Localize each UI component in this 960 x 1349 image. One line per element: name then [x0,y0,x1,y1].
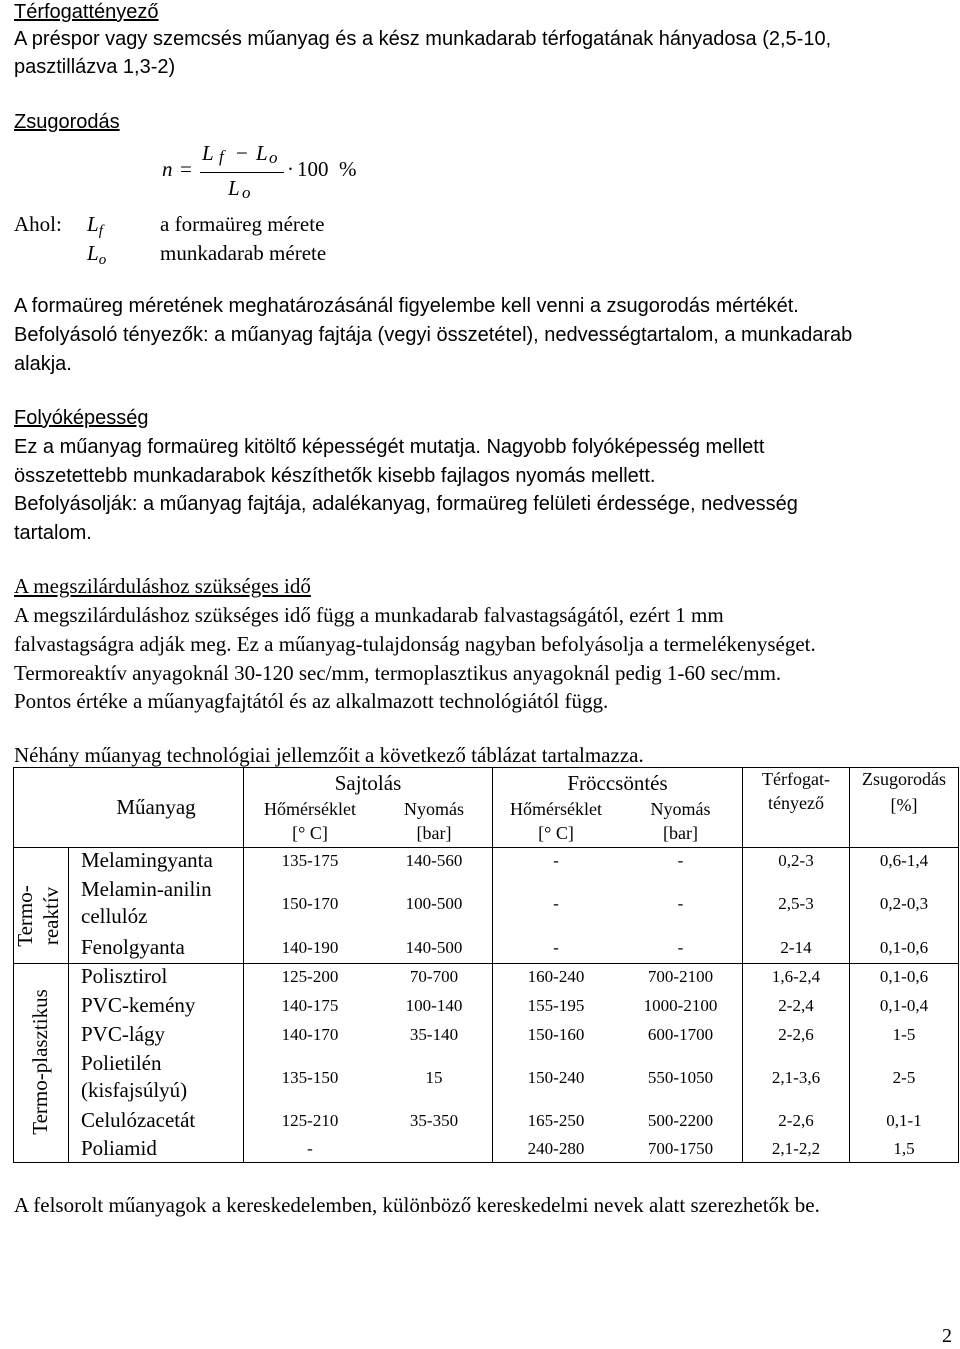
row-material-name: PVC-kemény [81,992,196,1017]
table-border [13,1162,959,1163]
header-nyomas: Nyomás [404,799,464,819]
paragraph-line: A préspor vagy szemcsés műanyag és a kész munkadarab térfogatának hányadosa (2,5-10, [14,28,832,50]
table-cell: - [307,1139,313,1158]
section-heading-zsugorodas: Zsugorodás [14,111,120,133]
row-material-name: cellulóz [81,904,148,928]
table-cell: 15 [425,1068,443,1087]
formula-factor: 100 [297,157,329,181]
table-cell: - [553,893,559,913]
properties-table [13,767,959,1163]
paragraph-line: Befolyásolják: a műanyag fajtája, adalékanyag, formaüreg felületi érdessége, nedvesség [14,493,798,515]
formula-num-a-sub: f [219,147,224,166]
formula-minus: − [236,141,248,165]
table-cell: 2-2,6 [778,1024,814,1044]
formula-num-b-sub: o [269,148,278,167]
row-material-name: PVC-lágy [81,1021,165,1046]
table-border [13,767,959,768]
table-cell: - [553,851,559,870]
formula-equals: = [180,157,192,181]
header-nyomas-unit: [bar] [416,823,452,843]
row-material-name: Polietilén [81,1051,162,1075]
table-rule [742,767,743,1163]
paragraph-line: tartalom. [14,522,92,544]
row-material-name: (kisfajsúlyú) [81,1078,188,1102]
table-cell: 140-170 [281,1024,339,1044]
page-number: 2 [942,1325,952,1347]
row-material-name: Melamin-anilin [81,877,212,901]
table-cell: 2,1-3,6 [771,1068,821,1087]
group-label-termoplasztikus: Termo-plasztikus [28,989,52,1135]
table-cell: 0,1-0,6 [879,937,929,957]
def-symbol: $L_o$ [87,241,107,268]
table-cell: 155-195 [527,995,585,1015]
table-cell: 135-175 [281,851,339,870]
table-cell: 550-1050 [647,1068,714,1087]
row-material-name: Poliamid [81,1136,157,1160]
table-cell: 125-210 [281,1111,339,1130]
section-heading-folyokepesseg: Folyóképesség [14,407,149,429]
table-cell: 0,6-1,4 [879,851,929,870]
table-cell: 2,5-3 [778,893,814,913]
paragraph-line: Befolyásoló tényezők: a műanyag fajtája (vegyi összetétel), nedvességtartalom, a munkadarab [14,324,853,346]
table-cell: 2-2,6 [778,1111,814,1130]
table-cell: 150-160 [527,1024,585,1044]
table-border [958,767,959,1163]
table-cell: 35-140 [409,1024,459,1044]
header-terfogat: Térfogat- [762,769,830,789]
paragraph-line: Pontos értéke a műanyagfajtától és az alkalmazott technológiától függ. [14,689,609,713]
table-cell: 240-280 [527,1139,585,1158]
formula-n: n [162,157,173,181]
table-cell: - [677,893,684,913]
table-cell: - [553,937,559,957]
table-cell: 165-250 [527,1111,585,1130]
table-rule [849,767,850,1163]
formula-den: L [228,176,240,200]
table-cell: 1000-2100 [643,995,718,1015]
table-cell: 0,1-1 [886,1111,922,1130]
formula-num-a: L [202,141,214,165]
table-cell: 0,1-0,4 [879,995,929,1015]
table-cell: 140-175 [281,995,339,1015]
table-cell: 0,2-3 [778,851,814,870]
section-heading-megszilardulas: A megszilárduláshoz szükséges idő [14,574,311,598]
paragraph-line: falvastagságra adják meg. Ez a műanyag-tulajdonság nagyban befolyásolja a termelékenységet. [14,632,816,656]
header-froccsontes: Fröccsöntés [567,771,668,795]
table-cell: 0,2-0,3 [879,893,929,913]
table-cell: 500-2200 [647,1111,714,1130]
table-cell: 135-150 [281,1068,339,1087]
paragraph-line: alakja. [14,353,72,375]
footer-note: A felsorolt műanyagok a kereskedelemben, különböző kereskedelmi nevek alatt szerezhetők be. [14,1193,820,1217]
paragraph-line: összetettebb munkadarabok készíthetők kisebb fajlagos nyomás mellett. [14,465,656,487]
table-cell: 125-200 [281,967,339,986]
table-cell: 35-350 [409,1111,459,1130]
ahol-label: Ahol: [14,212,62,236]
table-cell: - [677,851,684,870]
table-intro: Néhány műanyag technológiai jellemzőit a következő táblázat tartalmazza. [14,743,644,767]
group-label-termoreaktiv: Termo- reaktív [13,885,63,947]
header-terfogat: tényező [768,793,824,813]
def-text: munkadarab mérete [160,241,327,265]
fraction-bar [200,172,284,173]
header-sajtolas: Sajtolás [334,771,402,795]
def-symbol: $L_f$ [87,212,103,239]
table-cell: 1,6-2,4 [771,967,821,986]
formula-den-sub: o [242,183,251,202]
table-cell: 2,1-2,2 [771,1139,821,1158]
row-material-name: Polisztirol [81,964,168,988]
header-zsugorodas: Zsugorodás [862,769,946,789]
formula-times: · [287,157,294,181]
paragraph-line: Ez a műanyag formaüreg kitöltő képességét mutatja. Nagyobb folyóképesség mellett [14,436,765,458]
table-cell: 140-190 [281,937,339,957]
paragraph-line: pasztillázva 1,3-2) [14,56,176,78]
table-cell: 600-1700 [647,1024,714,1044]
table-cell: 1-5 [892,1024,916,1044]
table-cell: 140-560 [405,851,463,870]
table-cell: - [677,937,684,957]
table-cell: 100-140 [405,995,463,1015]
row-material-name: Fenolgyanta [81,934,185,959]
table-cell: 2-2,4 [778,995,814,1015]
header-homerseklet-unit: [° C] [292,823,328,843]
def-text: a formaüreg mérete [160,212,325,236]
header-homerseklet: Hőmérséklet [264,799,356,819]
row-material-name: Celulózacetát [81,1108,196,1132]
paragraph-line: A formaüreg méretének meghatározásánál figyelembe kell venni a zsugorodás mértékét. [14,295,799,317]
table-cell: 100-500 [405,893,463,913]
formula-unit: % [339,157,357,181]
table-cell: 140-500 [405,937,463,957]
header-nyomas: Nyomás [650,799,711,819]
table-cell: 150-170 [281,893,339,913]
formula-num-b: L [256,141,268,165]
header-homerseklet-unit: [° C] [538,823,574,843]
table-cell: 2-5 [892,1068,916,1087]
table-cell: 70-700 [409,967,459,986]
table-rule [68,847,69,1163]
header-nyomas-unit: [bar] [663,823,698,843]
row-material-name: Melamingyanta [81,848,213,872]
header-zsugorodas: [%] [890,795,918,815]
table-cell: 0,1-0,6 [879,967,929,986]
section-heading-terfogat: Térfogattényező [14,1,159,23]
table-cell: 2-14 [780,937,812,957]
header-muanyag: Műanyag [116,795,196,819]
header-homerseklet: Hőmérséklet [510,799,602,819]
paragraph-line: A megszilárduláshoz szükséges idő függ a munkadarab falvastagságától, ezért 1 mm [14,603,724,627]
table-cell: 700-1750 [647,1139,714,1158]
table-cell: 160-240 [527,967,585,986]
table-cell: 1,5 [893,1139,915,1158]
table-cell: 700-2100 [647,967,714,986]
paragraph-line: Termoreaktív anyagoknál 30-120 sec/mm, termoplasztikus anyagoknál pedig 1-60 sec/mm. [14,661,782,685]
table-cell: 150-240 [527,1068,585,1087]
